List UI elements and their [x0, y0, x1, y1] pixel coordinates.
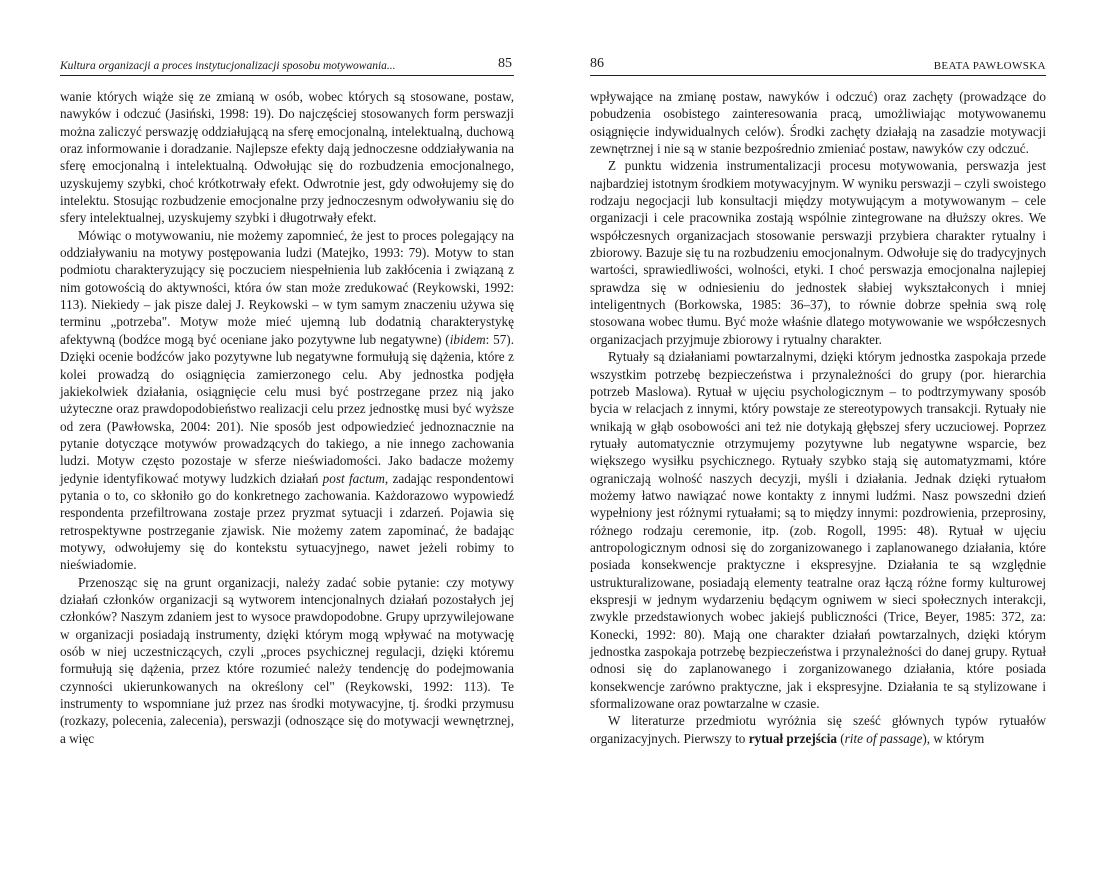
text-run: W literaturze przedmiotu wyróżnia się sześć głównych typów rytuałów organizacyjnych. Pierwszy to: [590, 713, 1046, 746]
body-paragraph: [590, 712, 1046, 747]
body-paragraph: [60, 88, 514, 227]
text-run: (: [836, 730, 845, 746]
text-run: Rytuały są działaniami powtarzalnymi, dzięki którym jednostka zaspokaja przede wszystkim potrzebę bezpieczeństwa i przynależności do grupy (por. hierarchia potrzeb Maslowa). Rytuał w ujęciu psychologicznym – to podtrzymywany sposób bycia w relacjach z innymi, który powstaje ze stereotypowych transakcji. Rytuały nie wnikają w głąb osobowości ani też nie dotykają głębszej sfery uczuciowej. Poprzez rytuały automatycznie otrzymujemy pozytywne lub negatywne wsparcie, bez większego wysiłku psychicznego. Rytuały szybko stają się automatyzmami, które ograniczają wolność naszych decyzji, myśli i działania. Jednak dzięki rytuałom możemy łatwo nawiązać nowe kontakty z innymi ludźmi. Nasz powszedni dzień wypełniony jest różnymi rytuałami; są to między innymi: pozdrowienia, przeprosiny, różnego rodzaju ceremonie, itp. (zob. Rogoll, 1995: 48). Rytuał w ujęciu antropologicznym odnosi się do zorganizowanego i zaplanowanego działania, które posiada konsekwencje praktyczne i ekspresyjne. Działania te są względnie ustrukturalizowane, posiadają elementy teatralne oraz łączą różne formy kulturowej ekspresji w jednym wydarzeniu będącym ogniwem w sieci społecznych interakcji, zwykle przedstawionych wobec jakiejś publiczności (Trice, Beyer, 1985: 372, za: Konecki, 1992: 80). Mają one charakter działań powtarzalnych, dzięki którym jednostka zaspokaja potrzebę bezpieczeństwa i przynależności do danej grupy. Rytuał odnosi się do zaplanowanego i zorganizowanego działania, które posiada konsekwencje zarówno praktyczne, jak i ekspresyjne. Działania te są stylizowane i sformalizowane oraz powtarzalne w czasie.: [590, 349, 1046, 712]
text-run: wanie których wiąże się ze zmianą w osób, wobec których są stosowane, postaw, nawyków i odczuć (Jasiński, 1998: 19). Do najczęściej stosowanych form perswazji można zaliczyć perswazję oddziałującą na sferę emocjonalną, intelektualną, duchową oraz informowanie i doradzanie. Najlepsze efekty dają jednoczesne oddziaływania na sferę emocjonalną i intelektualną. Odwołując się do rozbudzenia emocjonalnego, uzyskujemy szybki, choć krótkotrwały efekt. Odwrotnie jest, gdy odwołujemy się do intelektu. Stosując rozbudzenie emocjonalne przy jednoczesnym odwoływaniu się do sfery intelektualnej, uzyskujemy szybki i długotrwały efekt.: [60, 89, 514, 226]
text-run: Mówiąc o motywowaniu, nie możemy zapomnieć, że jest to proces polegający na oddziaływaniu na motywy postępowania ludzi (Matejko, 1993: 79). Motyw to stan podmiotu charakteryzujący się poczuciem niespełnienia lub zakłócenia i związaną z nim gotowością do aktywności, która ów stan może zredukować (Reykowski, 1992: 113). Niekiedy – jak pisze dalej J. Reykowski – w tym samym znaczeniu używa się terminu „potrzeba". Motyw może mieć ujemną lub dodatnią charakterystykę afektywną (bodźce mogą być oceniane jako pozytywne lub negatywne) (: [60, 227, 514, 347]
body-text: [60, 88, 514, 747]
running-head: [590, 55, 1046, 76]
page-number: 85: [498, 56, 512, 71]
body-paragraph: [60, 574, 514, 747]
body-paragraph: [590, 157, 1046, 348]
left-page: [60, 0, 514, 888]
text-run: Przenosząc się na grunt organizacji, należy zadać sobie pytanie: czy motywy działań członków organizacji są wytworem intencjonalnych działań pozostałych jej członków? Naszym zdaniem jest to wysoce prawdopodobne. Grupy uprzywilejowane w organizacji posiadają instrumenty, dzięki którym mogą wpływać na motywację osób w niej uczestniczących, czyli „proces psychicznej regulacji, dzięki któremu formułują się dążenia, przez które rozumieć należy tendencję do podejmowania czynności ukierunkowanych na określony cel" (Reykowski, 1992: 113). Te instrumenty to wspomniane już przez nas środki motywacyjne, tj. środki przymusu (rozkazy, polecenia, zalecenia), perswazji (odnoszące się do motywacji wewnętrznej, a więc: [60, 574, 514, 746]
running-head-title: Kultura organizacji a proces instytucjonalizacji sposobu motywowania...: [60, 60, 396, 72]
right-page: [590, 0, 1046, 888]
italic-text: post factum: [322, 470, 385, 486]
body-text: [590, 88, 1046, 747]
page-number: 86: [590, 56, 604, 71]
bold-text: rytuał przejścia: [748, 730, 837, 746]
text-run: ), w którym: [922, 730, 985, 746]
text-run: Z punktu widzenia instrumentalizacji procesu motywowania, perswazja jest najbardziej istotnym środkiem motywacyjnym. W wyniku perswazji – czyli swoistego rodzaju negocjacji lub konsultacji między motywującym a motywowanym – cele organizacji i cele pracownika zostają wspólnie zintegrowane na dłuższy okres. We współczesnych organizacjach stosowanie perswazji przybiera charakter rytualny i zbiorowy. Bazuje się tu na rozbudzeniu emocjonalnym. Odwołuje się do tradycyjnych wartości, sprawiedliwości, wolności, etyki. I choć perswazja emocjonalna najlepiej sprawdza się w odniesieniu do jednostek słabiej wykształconych i mniej inteligentnych (Borkowska, 1985: 36–37), to równie dobrze spełnia swą rolę stosowana wobec tłumu. Być może właśnie dlatego motywowanie we współczesnych organizacjach przyjmuje zbiorowy i rytualny charakter.: [590, 158, 1046, 347]
body-paragraph: [590, 348, 1046, 712]
italic-text: rite of passage: [844, 730, 923, 746]
text-run: : 57). Dzięki ocenie bodźców jako pozytywne lub negatywne formułują się dążenia, które z kolei prowadzą do osiągnięcia zamierzonego celu. Aby jednostka podjęła jakiekolwiek działania, osiągnięcie celu musi być postrzegane przez nią jako użyteczne oraz prawdopodobieństwo realizacji celu przez jednostkę musi być wyższe od zera (Pawłowska, 2004: 201). Nie sposób jest odpowiedzieć jednoznacznie na pytanie dotyczące motywów prowadzących do takiego, a nie innego zachowania ludzi. Motyw często pozostaje w sferze nieświadomości. Jako badacze możemy jedynie identyfikować motywy ludzkich działań: [60, 331, 514, 486]
text-run: wpływające na zmianę postaw, nawyków i odczuć) oraz zachęty (prowadzące do pobudzenia osobistego zainteresowania pracą, umożliwiając motywowanemu osiągnięcie indywidualnych celów). Środki zachęty działają na zasadzie motywacji zewnętrznej i nie są w stanie bezpośrednio zmieniać postaw, nawyków czy odczuć.: [590, 89, 1046, 157]
body-paragraph: [590, 88, 1046, 157]
running-head: [60, 55, 514, 76]
body-paragraph: [60, 227, 514, 574]
text-run: , zadając respondentowi pytania o to, co skłoniło go do konkretnego zachowania. Każdorazowo wypowiedź respondenta przefiltrowana zostaje przez pryzmat sytuacji i zdarzeń. Pojawia się retrospektywne postrzeganie zjawisk. Nie możemy zatem zapominać, że badając motywy, odwołujemy się do kontekstu sytuacyjnego, nawet jeżeli robimy to nieświadomie.: [60, 470, 514, 573]
italic-text: ibidem: [449, 331, 486, 347]
running-head-author: BEATA PAWŁOWSKA: [933, 60, 1046, 72]
